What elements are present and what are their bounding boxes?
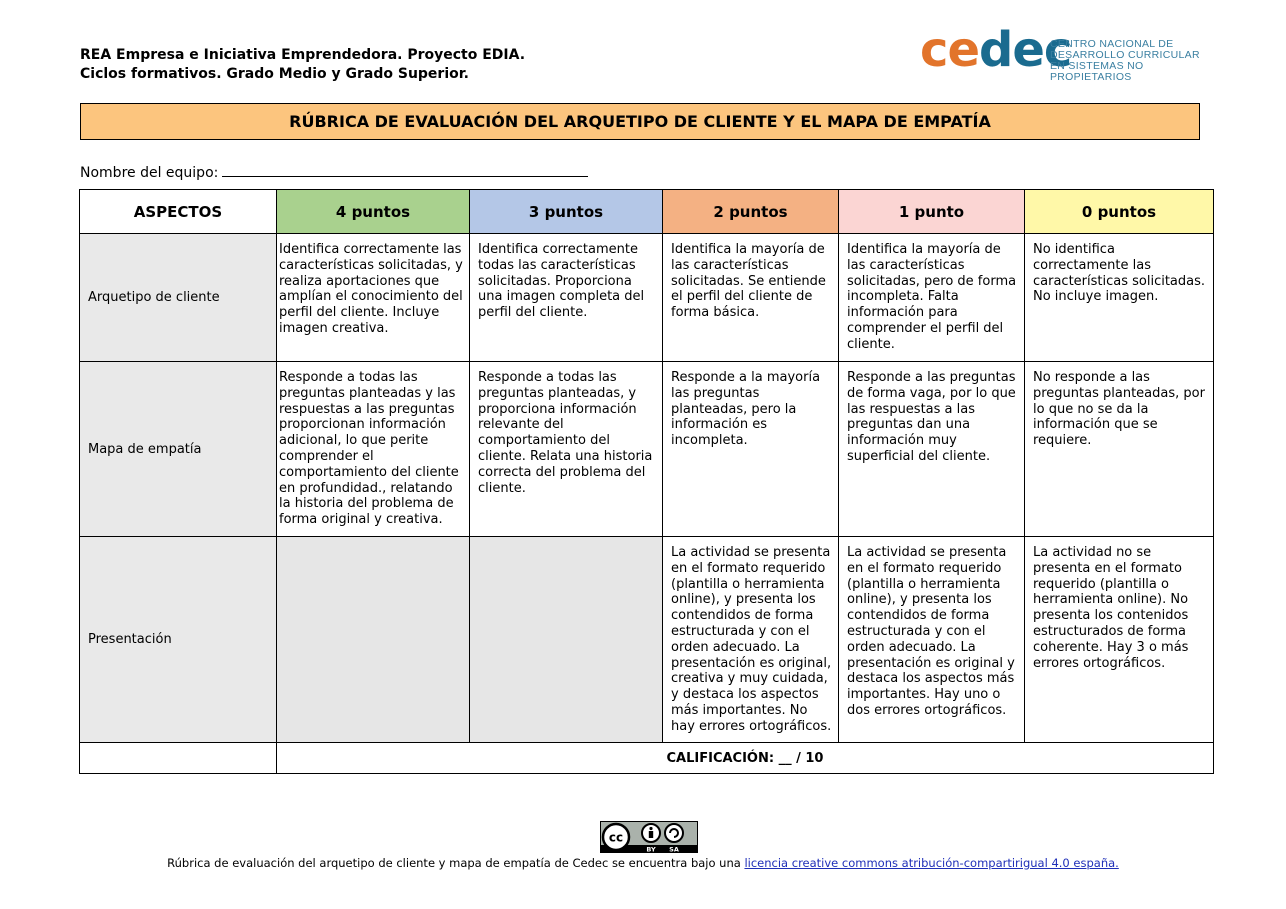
cell-presentacion-0: La actividad no se presenta en el formato requerido (plantilla o herramienta online). No presenta los contenidos estructurados de forma coherente. Hay 3 o más errores ortográficos. bbox=[1025, 537, 1214, 743]
header-line-2: Ciclos formativos. Grado Medio y Grado Superior. bbox=[80, 66, 469, 82]
creative-commons-badge bbox=[600, 821, 698, 853]
aspect-presentacion: Presentación bbox=[80, 537, 277, 743]
calificacion: CALIFICACIÓN: __ / 10 bbox=[277, 743, 1214, 774]
cell-arquetipo-4: Identifica correctamente las características solicitadas, y realiza aportaciones que amplían el conocimiento del perfil del cliente. Incluye imagen creativa. bbox=[277, 234, 470, 362]
footer-empty-cell bbox=[80, 743, 277, 774]
license-text bbox=[0, 856, 1286, 870]
header-1-punto: 1 punto bbox=[839, 190, 1025, 234]
cell-mapa-0: No responde a las preguntas planteadas, por lo que no se da la información que se requiere. bbox=[1025, 362, 1214, 537]
team-name-field bbox=[80, 162, 588, 181]
cell-presentacion-2: La actividad se presenta en el formato requerido (plantilla o herramienta online), y presenta los contendidos de forma estructurada y con el orden adecuado. La presentación es original, creativa y muy cuidada, y destaca los aspectos más importantes. No hay errores ortográficos. bbox=[663, 537, 839, 743]
document-header bbox=[80, 46, 525, 84]
rubric-table bbox=[79, 189, 1214, 774]
cell-presentacion-4 bbox=[277, 537, 470, 743]
license-statement: Rúbrica de evaluación del arquetipo de cliente y mapa de empatía de Cedec se encuentra bajo una bbox=[167, 856, 741, 870]
cell-mapa-3: Responde a todas las preguntas planteadas, y proporciona información relevante del comportamiento del cliente. Relata una historia correcta del problema del cliente. bbox=[470, 362, 663, 537]
rubric-title: RÚBRICA DE EVALUACIÓN DEL ARQUETIPO DE CLIENTE Y EL MAPA DE EMPATÍA bbox=[80, 103, 1200, 140]
cell-arquetipo-0: No identifica correctamente las características solicitadas. No incluye imagen. bbox=[1025, 234, 1214, 362]
svg-text:cc: cc bbox=[608, 830, 624, 845]
team-name-label: Nombre del equipo: bbox=[80, 165, 219, 181]
aspect-mapa-de-empatia: Mapa de empatía bbox=[80, 362, 277, 537]
header-line-1: REA Empresa e Iniciativa Emprendedora. Proyecto EDIA. bbox=[80, 47, 526, 63]
logo-subtitle: CENTRO NACIONAL DE DESARROLLO CURRICULAR EN SISTEMAS NO PROPIETARIOS bbox=[1050, 38, 1200, 83]
row-arquetipo bbox=[80, 234, 1214, 362]
cell-arquetipo-3: Identifica correctamente todas las características solicitadas. Proporciona una imagen completa del perfil del cliente. bbox=[470, 234, 663, 362]
cell-presentacion-3 bbox=[470, 537, 663, 743]
badge-by-label: BY bbox=[646, 845, 656, 853]
header-3-puntos: 3 puntos bbox=[470, 190, 663, 234]
header-4-puntos: 4 puntos bbox=[277, 190, 470, 234]
cell-arquetipo-1: Identifica la mayoría de las características solicitadas, pero de forma incompleta. Falta información para comprender el perfil del cliente. bbox=[839, 234, 1025, 362]
header-0-puntos: 0 puntos bbox=[1025, 190, 1214, 234]
row-mapa-empatia bbox=[80, 362, 1214, 537]
logo-word-part2: dec bbox=[979, 22, 1072, 78]
cell-arquetipo-2: Identifica la mayoría de las características solicitadas. Se entiende el perfil del cliente de forma básica. bbox=[663, 234, 839, 362]
team-name-blank-line bbox=[222, 162, 588, 177]
sa-icon bbox=[665, 824, 683, 842]
footer-row bbox=[80, 743, 1214, 774]
cell-presentacion-1: La actividad se presenta en el formato requerido (plantilla o herramienta online), y presenta los contendidos de forma estructurada y con el orden adecuado. La presentación es original y destaca los aspectos más importantes. Hay uno o dos errores ortográficos. bbox=[839, 537, 1025, 743]
header-aspectos: ASPECTOS bbox=[80, 190, 277, 234]
cedec-logo bbox=[920, 22, 1210, 83]
logo-word-part1: ce bbox=[920, 22, 980, 78]
cell-mapa-4: Responde a todas las preguntas planteadas y las respuestas a las preguntas proporcionan información adicional, lo que perite comprender el comportamiento del cliente en profundidad., relatando la historia del problema de forma original y creativa. bbox=[277, 362, 470, 537]
badge-sa-label: SA bbox=[669, 845, 679, 853]
cell-mapa-2: Responde a la mayoría las preguntas planteadas, pero la información es incompleta. bbox=[663, 362, 839, 537]
aspect-arquetipo-de-cliente: Arquetipo de cliente bbox=[80, 234, 277, 362]
cell-mapa-1: Responde a las preguntas de forma vaga, por lo que las respuestas a las preguntas dan una información muy superficial del cliente. bbox=[839, 362, 1025, 537]
header-row bbox=[80, 190, 1214, 234]
header-2-puntos: 2 puntos bbox=[663, 190, 839, 234]
row-presentacion bbox=[80, 537, 1214, 743]
license-link[interactable]: licencia creative commons atribución-compartirigual 4.0 españa. bbox=[744, 856, 1119, 870]
